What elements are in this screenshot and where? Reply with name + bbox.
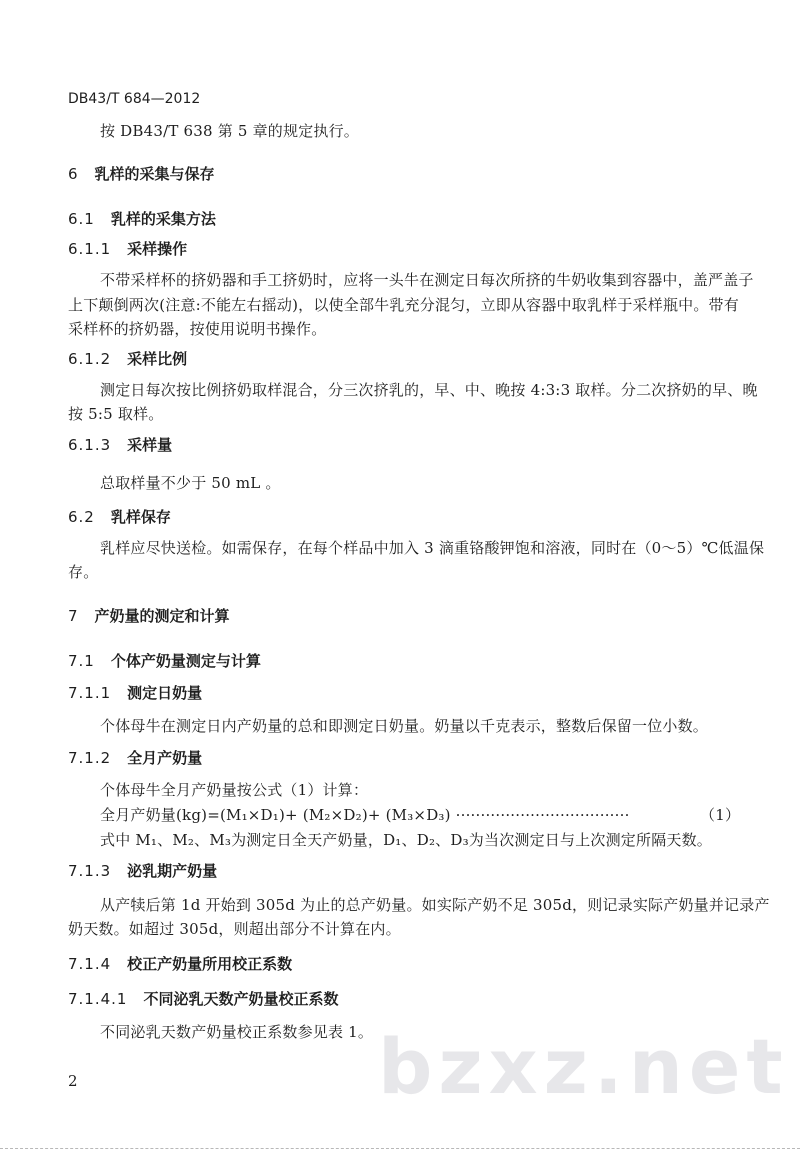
paragraph-line: 上下颠倒两次(注意:不能左右摇动)，以使全部牛乳充分混匀，立即从容器中取乳样于采样瓶中。带有	[68, 296, 739, 314]
paragraph-line: 乳样应尽快送检。如需保存，在每个样品中加入 3 滴重铬酸钾饱和溶液，同时在（0～5）℃低温保	[100, 539, 765, 557]
paragraph-line: 不带采样杯的挤奶器和手工挤奶时，应将一头牛在测定日每次所挤的牛奶收集到容器中，盖严盖子	[100, 271, 754, 289]
section-number: 7.1	[68, 652, 95, 670]
paragraph-line: 个体母牛全月产奶量按公式（1）计算：	[100, 781, 369, 799]
section-7-1-1-heading	[68, 684, 202, 702]
section-number: 6.1	[68, 210, 95, 228]
section-title: 乳样的采集与保存	[94, 165, 215, 183]
section-7-1-2-heading	[68, 749, 202, 767]
watermark-logo: bzxz.net	[378, 1022, 789, 1111]
section-title: 采样比例	[127, 350, 188, 368]
section-number: 7.1.1	[68, 684, 112, 702]
section-6-1-1-heading	[68, 240, 187, 258]
paragraph-line: 总取样量不少于 50 mL 。	[100, 474, 281, 492]
section-7-1-heading	[68, 652, 261, 670]
section-number: 7.1.4.1	[68, 990, 128, 1008]
section-title: 个体产奶量测定与计算	[110, 652, 261, 670]
section-title: 乳样保存	[110, 508, 171, 526]
section-title: 乳样的采集方法	[110, 210, 216, 228]
section-number: 7.1.2	[68, 749, 112, 767]
section-title: 全月产奶量	[127, 749, 203, 767]
section-number: 7.1.3	[68, 862, 112, 880]
section-title: 产奶量的测定和计算	[94, 607, 230, 625]
paragraph-line: 个体母牛在测定日内产奶量的总和即测定日奶量。奶量以千克表示，整数后保留一位小数。	[100, 717, 709, 735]
page-number: 2	[68, 1072, 78, 1090]
section-7-1-4-1-heading	[68, 990, 339, 1008]
section-number: 7	[68, 607, 79, 625]
page-bottom-edge	[0, 1148, 800, 1149]
paragraph-line: 测定日每次按比例挤奶取样混合，分三次挤乳的，早、中、晚按 4:3:3 取样。分二次挤奶的早、晚	[100, 381, 758, 399]
section-number: 6.1.3	[68, 436, 112, 454]
section-number: 6	[68, 165, 79, 183]
formula-number: （1）	[700, 806, 741, 824]
section-6-heading	[68, 165, 215, 183]
section-title: 校正产奶量所用校正系数	[127, 955, 293, 973]
section-7-heading	[68, 607, 230, 625]
section-title: 采样量	[127, 436, 173, 454]
paragraph-line: 按 DB43/T 638 第 5 章的规定执行。	[100, 122, 360, 140]
paragraph-line: 奶天数。如超过 305d，则超出部分不计算在内。	[68, 920, 401, 938]
section-number: 6.2	[68, 508, 95, 526]
paragraph-line: 不同泌乳天数产奶量校正系数参见表 1。	[100, 1023, 374, 1041]
document-code: DB43/T 684—2012	[68, 91, 201, 107]
section-title: 测定日奶量	[127, 684, 203, 702]
formula-text: 全月产奶量(kg)=(M₁×D₁)+ (M₂×D₂)+ (M₃×D₃) ···································	[100, 806, 630, 824]
section-number: 7.1.4	[68, 955, 112, 973]
paragraph-line: 式中 M₁、M₂、M₃为测定日全天产奶量，D₁、D₂、D₃为当次测定日与上次测定所隔天数。	[100, 831, 713, 849]
paragraph-line: 采样杯的挤奶器，按使用说明书操作。	[68, 320, 327, 338]
section-7-1-3-heading	[68, 862, 217, 880]
paragraph-line: 存。	[68, 563, 99, 581]
section-number: 6.1.2	[68, 350, 112, 368]
section-title: 采样操作	[127, 240, 188, 258]
section-6-1-heading	[68, 210, 216, 228]
section-number: 6.1.1	[68, 240, 112, 258]
section-6-1-3-heading	[68, 436, 172, 454]
section-6-1-2-heading	[68, 350, 187, 368]
section-title: 泌乳期产奶量	[127, 862, 218, 880]
paragraph-line: 按 5:5 取样。	[68, 405, 164, 423]
section-title: 不同泌乳天数产奶量校正系数	[143, 990, 339, 1008]
section-7-1-4-heading	[68, 955, 292, 973]
paragraph-line: 从产犊后第 1d 开始到 305d 为止的总产奶量。如实际产奶不足 305d，则记录实际产奶量并记录产	[100, 896, 770, 914]
formula-line	[100, 806, 630, 824]
section-6-2-heading	[68, 508, 171, 526]
